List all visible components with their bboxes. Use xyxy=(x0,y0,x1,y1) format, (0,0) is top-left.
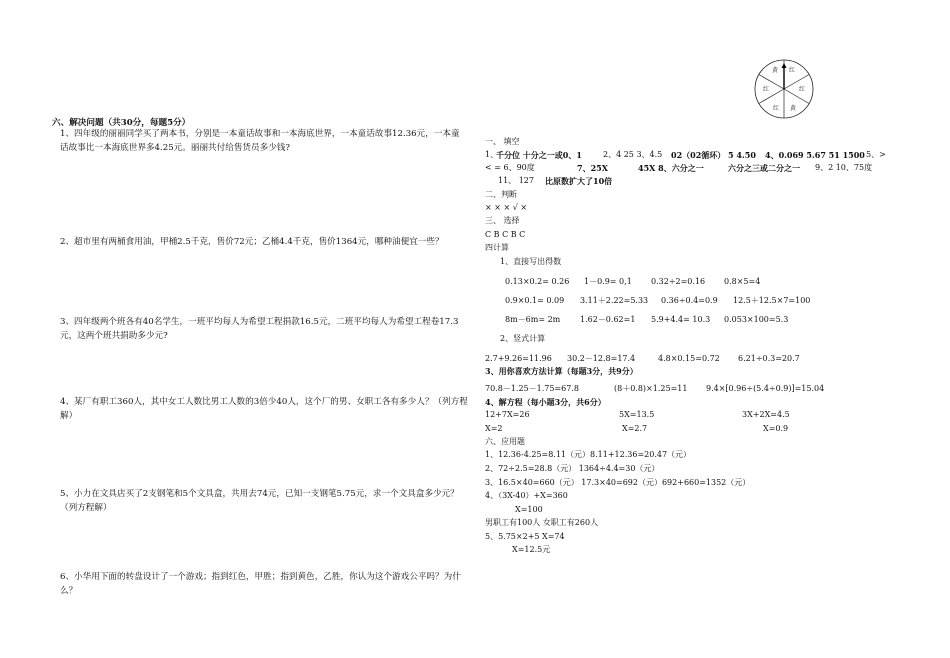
app-4-sol: X=100 xyxy=(515,505,543,514)
direct-r1-c1: 0.13×0.2= 0.26 xyxy=(505,277,570,286)
question-5: 5、小力在文具店买了2支钢笔和5个文具盒，共用去74元，已知一支钢笔5.75元，求一个文具盒多少元？（列方程解） xyxy=(60,489,459,513)
direct-r2-c3: 0.36÷0.4=0.9 xyxy=(661,296,718,305)
fill-line3-a: 11、 127 xyxy=(498,176,534,185)
sub2-title: 2、竖式计算 xyxy=(500,334,546,343)
direct-r3-c2: 1.62－0.62=1 xyxy=(580,315,636,324)
vertical-1: 2.7+9.26=11.96 xyxy=(485,354,552,363)
fill-line1-e: 5、> xyxy=(866,150,886,159)
part1-title: 一、 填空 xyxy=(485,137,520,146)
direct-r3-c3: 5.9+4.4= 10.3 xyxy=(651,315,711,324)
part3-answers: C B C B C xyxy=(485,230,526,239)
smart-3: 9.4×[0.96÷(5.4÷0.9)]=15.04 xyxy=(706,384,825,393)
sub1-title: 1、直接写出得数 xyxy=(500,257,562,266)
fill-line3-b: 比原数扩大了10倍 xyxy=(545,176,613,186)
part4-title: 四计算 xyxy=(485,243,509,252)
fill-line1-num: 1、 xyxy=(485,150,499,159)
app-5-sol: X=12.5元 xyxy=(512,545,551,554)
app-3: 3、16.5×40=660（元） 17.3×40=692（元）692+660=1352（元） xyxy=(485,478,751,487)
app-2: 2、72÷2.5=28.8（元） 1364÷4.4=30（元） xyxy=(485,464,660,473)
eq-2: 5X=13.5 xyxy=(619,410,655,419)
smart-2: (8＋0.8)×1.25=11 xyxy=(614,384,688,393)
section-title: 六、解决问题（共30分，每题5分） xyxy=(52,118,191,128)
direct-r3-c4: 0.053×100=5.3 xyxy=(724,315,789,324)
app-1: 1、12.36-4.25=8.11（元）8.11+12.36=20.47（元） xyxy=(485,450,692,459)
fill-line2-e: 9、2 10、75度 xyxy=(815,163,873,172)
fill-line2-c: 45X 8、六分之一 xyxy=(638,163,704,173)
fill-line1-b: 2、4 25 3、4.5 xyxy=(603,150,663,159)
direct-r2-c2: 3.11＋2.22=5.33 xyxy=(580,296,649,305)
vertical-2: 30.2－12.8=17.4 xyxy=(567,354,636,363)
part3-title: 三、 选择 xyxy=(485,216,520,225)
question-1: 1、四年级的丽丽同学买了两本书，分别是一本童话故事和一本海底世界，一本童话故事12.36元，一本童话故事比一本海底世界多4.25元。丽丽共付给售货员多少钱? xyxy=(60,129,460,153)
eq-1: 12+7X=26 xyxy=(485,410,530,419)
direct-r2-c1: 0.9×0.1= 0.09 xyxy=(505,296,565,305)
vertical-3: 4.8×0.15=0.72 xyxy=(658,354,720,363)
sub4-title: 4、解方程（每小题3分，共6分） xyxy=(485,397,606,407)
part2-answers: × × × √ × xyxy=(485,203,528,212)
part6-title: 六、应用题 xyxy=(485,437,525,446)
sub3-title: 3、用你喜欢方法计算（每题3分，共9分） xyxy=(485,366,638,376)
fill-line1-d: 4、0.069 5.67 51 1500 xyxy=(765,150,865,160)
direct-r1-c4: 0.8×5=4 xyxy=(724,277,761,286)
part2-title: 二、判断 xyxy=(485,190,517,199)
fill-line1-c: 02（02循环） 5 4.50 xyxy=(671,150,756,160)
spinner-wheel xyxy=(752,58,816,120)
wheel-label-6: 黄 xyxy=(771,67,779,74)
wheel-label-4: 红 xyxy=(772,105,780,112)
wheel-label-3: 黄 xyxy=(789,105,797,112)
question-4: 4、某厂有职工360人，其中女工人数比男工人数的3倍少40人，这个厂的男、女职工各有多少人？（列方程解） xyxy=(60,397,468,421)
app-5: 5、5.75×2+5 X=74 xyxy=(485,532,565,541)
fill-line2-a: < = 6、90度 xyxy=(485,163,535,172)
question-3: 3、四年级两个班各有40名学生，一班平均每人为希望工程捐款16.5元，二班平均每人为希望工程卷17.3元，这两个班共捐助多少元? xyxy=(60,317,459,341)
eq-sol-2: X=2.7 xyxy=(622,424,648,433)
app-4: 4、（3X-40）+X=360 xyxy=(485,491,568,500)
smart-1: 70.8－1.25－1.75=67.8 xyxy=(485,384,579,393)
eq-sol-1: X=2 xyxy=(485,424,503,433)
app-4-ans: 男职工有100人 女职工有260人 xyxy=(485,518,599,527)
fill-line2-b: 7、25X xyxy=(577,163,608,173)
direct-r3-c1: 8m－6m= 2m xyxy=(505,315,561,324)
fill-line1-a: 千分位 十分之一或0、1 xyxy=(496,150,582,160)
direct-r1-c2: 1－0.9= 0,1 xyxy=(584,277,632,286)
fill-line2-d: 六分之三或二分之一 xyxy=(728,163,800,173)
wheel-label-5: 红 xyxy=(762,86,770,93)
eq-sol-3: X=0.9 xyxy=(763,424,789,433)
question-6: 6、小华用下面的转盘设计了一个游戏；指到红色，甲胜；指到黄色，乙胜，你认为这个游戏公平吗？为什么？ xyxy=(60,572,461,596)
wheel-label-2: 红 xyxy=(798,86,806,93)
wheel-label-1: 红 xyxy=(788,67,796,74)
eq-3: 3X+2X=4.5 xyxy=(742,410,790,419)
direct-r1-c3: 0.32÷2=0.16 xyxy=(651,277,706,286)
vertical-4: 6.21÷0.3=20.7 xyxy=(738,354,800,363)
question-2: 2、超市里有两桶食用油，甲桶2.5千克，售价72元；乙桶4.4千克，售价1364元，哪种油便宜一些？ xyxy=(60,237,444,247)
direct-r2-c4: 12.5＋12.5×7=100 xyxy=(733,296,811,305)
